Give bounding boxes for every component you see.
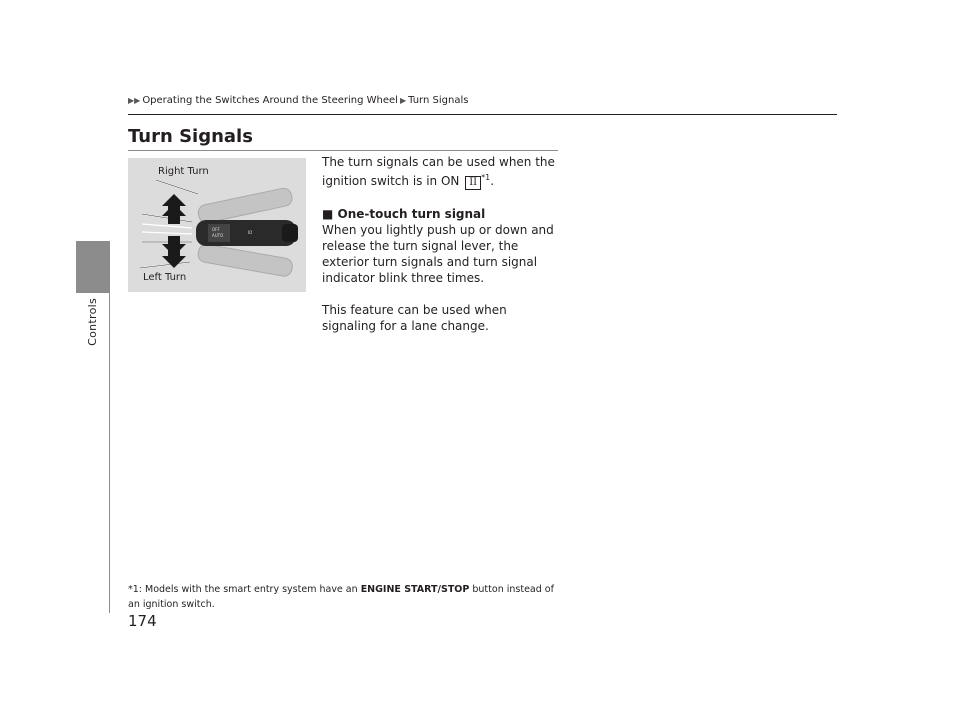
lane-change-paragraph: This feature can be used when signaling for a lane change. xyxy=(322,303,507,333)
svg-text:OFF: OFF xyxy=(212,227,220,232)
header-rule xyxy=(128,114,837,115)
left-turn-label: Left Turn xyxy=(143,272,187,283)
subheading-marker-icon: ■ xyxy=(322,207,334,221)
ignition-key-symbol: II xyxy=(465,176,481,190)
side-divider xyxy=(109,293,110,613)
footnote-bold-term: ENGINE START/STOP xyxy=(360,584,470,595)
breadcrumb-arrow-icon: ▶ xyxy=(399,96,407,105)
body-text xyxy=(322,154,562,350)
turn-signal-figure xyxy=(128,158,306,292)
intro-paragraph: The turn signals can be used when the ignition switch is in ON II $^{*1}$. xyxy=(322,155,555,188)
subheading: ■ One-touch turn signal xyxy=(322,207,486,221)
side-tab xyxy=(76,241,110,293)
page-title: Turn Signals xyxy=(128,126,253,147)
right-turn-label: Right Turn xyxy=(158,166,209,177)
turn-signal-lever xyxy=(196,220,298,246)
page-number: 174 xyxy=(128,612,157,630)
breadcrumb xyxy=(128,95,468,106)
title-rule xyxy=(128,150,558,151)
breadcrumb-topic[interactable]: Turn Signals xyxy=(408,95,469,106)
description-paragraph: When you lightly push up or down and release the turn signal lever, the exterior turn signals and turn signal indicator blink three times. xyxy=(322,223,554,285)
svg-text:ID: ID xyxy=(248,230,253,235)
svg-text:AUTO: AUTO xyxy=(212,233,224,238)
side-tab-label: Controls xyxy=(86,298,99,346)
footnote: *1: Models with the smart entry system have an ENGINE START/STOP button instead of an ignition switch. xyxy=(128,584,554,610)
breadcrumb-section[interactable]: Operating the Switches Around the Steering Wheel xyxy=(142,95,398,106)
footnote-ref[interactable]: *1 xyxy=(481,173,491,182)
breadcrumb-arrow-icon: ▶▶ xyxy=(128,96,141,105)
direction-arrows xyxy=(162,194,186,268)
